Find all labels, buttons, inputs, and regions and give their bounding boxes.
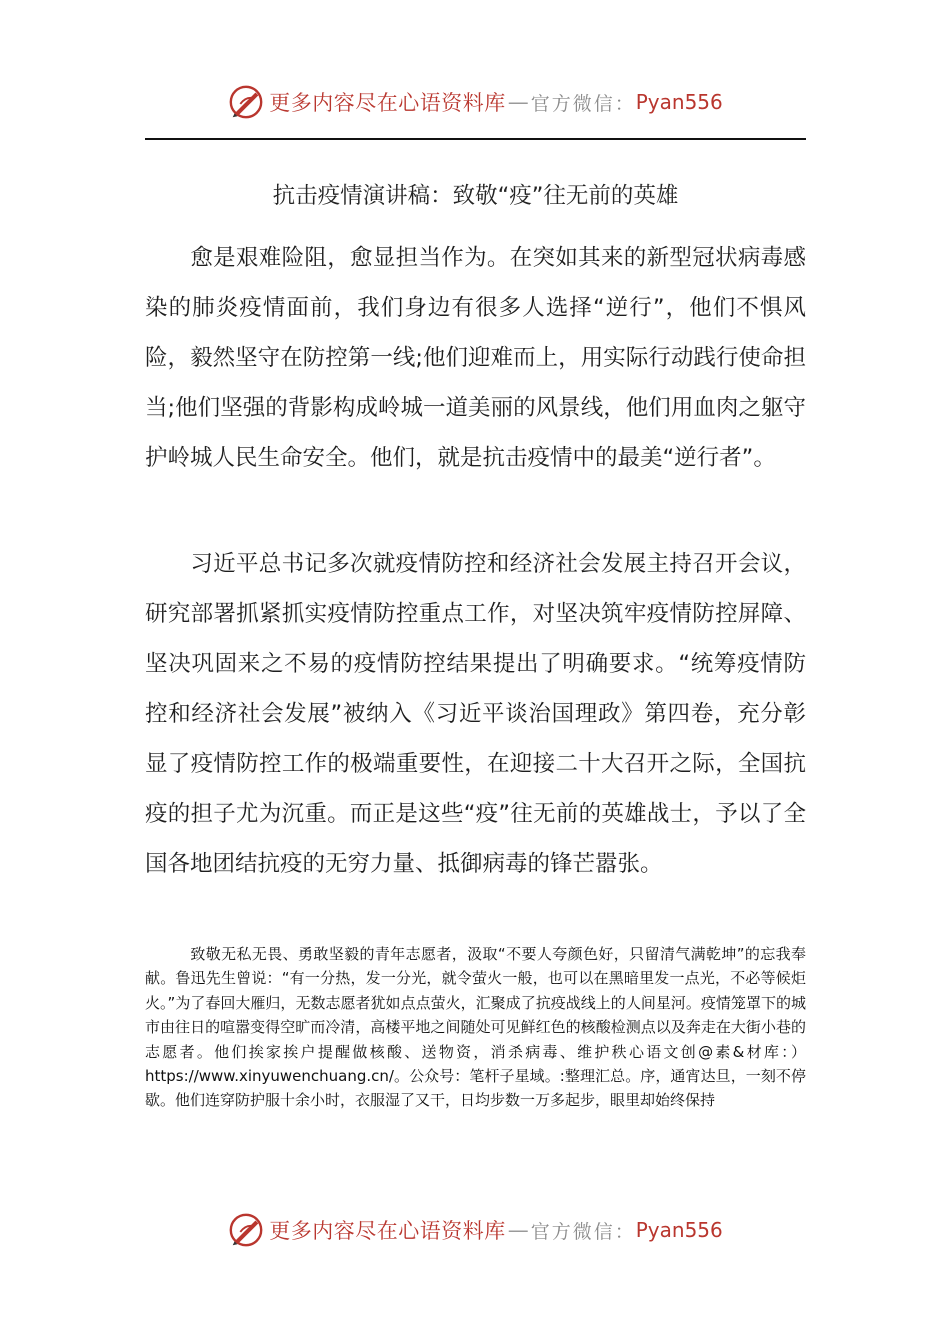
paragraph-1-text: 愈是艰难险阻，愈显担当作为。在突如其来的新型冠状病毒感染的肺炎疫情面前，我们身边有很多人选择“逆行”，他们不惧风险，毅然坚守在防控第一线;他们迎难而上，用实际行动践行使命担当;他们坚强的背影构成岭城一道美丽的风景线，他们用血肉之躯守护岭城人民生命安全。他们，就是抗击疫情中的最美“逆行者”。 <box>145 245 806 471</box>
header-banner <box>0 80 950 124</box>
banner-site-name: 更多内容尽在心语资料库 <box>269 1219 506 1243</box>
pen-logo-icon <box>227 1211 265 1249</box>
banner-site-name: 更多内容尽在心语资料库 <box>269 91 506 115</box>
paragraph-3-text: 致敬无私无畏、勇敢坚毅的青年志愿者，汲取“不要人夸颜色好，只留清气满乾坤”的忘我奉献。鲁迅先生曾说：“有一分热，发一分光，就令萤火一般，也可以在黑暗里发一点光，不必等候炬火。”为了春回大雁归，无数志愿者犹如点点萤火，汇聚成了抗疫战线上的人间星河。疫情笼罩下的城市由往日的喧嚣变得空旷而冷清，高楼平地之间随处可见鲜红色的核酸检测点以及奔走在大街小巷的志愿者。他们挨家挨户提醒做核酸、送物资，消杀病毒、维护秩心语文创@素&材库：）https://www.xinyuwenchuang.cn/。公众号：笔杆子星域。:整理汇总。序，通宵达旦，一刻不停歇。他们连穿防护服十余小时，衣服湿了又干，日均步数一万多起步，眼里却始终保持 <box>145 945 806 1110</box>
banner-wechat-id: Pyan556 <box>635 90 723 114</box>
pen-logo-icon <box>227 83 265 121</box>
footer-banner <box>0 1208 950 1252</box>
paragraph-3 <box>145 942 806 1113</box>
banner-wechat-label: 官方微信： <box>530 92 636 115</box>
banner-dash: — <box>507 90 529 114</box>
banner-dash: — <box>507 1218 529 1242</box>
paragraph-2 <box>145 539 806 889</box>
banner-wechat-id: Pyan556 <box>635 1218 723 1242</box>
document-title: 抗击疫情演讲稿：致敬“疫”往无前的英雄 <box>272 183 679 209</box>
header-divider <box>145 138 806 140</box>
paragraph-1 <box>145 233 806 483</box>
paragraph-2-text: 习近平总书记多次就疫情防控和经济社会发展主持召开会议，研究部署抓紧抓实疫情防控重点工作，对坚决筑牢疫情防控屏障、坚决巩固来之不易的疫情防控结果提出了明确要求。“统筹疫情防控和经济社会发展”被纳入《习近平谈治国理政》第四卷，充分彰显了疫情防控工作的极端重要性，在迎接二十大召开之际，全国抗疫的担子尤为沉重。而正是这些“疫”往无前的英雄战士，予以了全国各地团结抗疫的无穷力量、抵御病毒的锋芒嚣张。 <box>145 551 806 877</box>
banner-wechat-label: 官方微信： <box>530 1220 636 1243</box>
